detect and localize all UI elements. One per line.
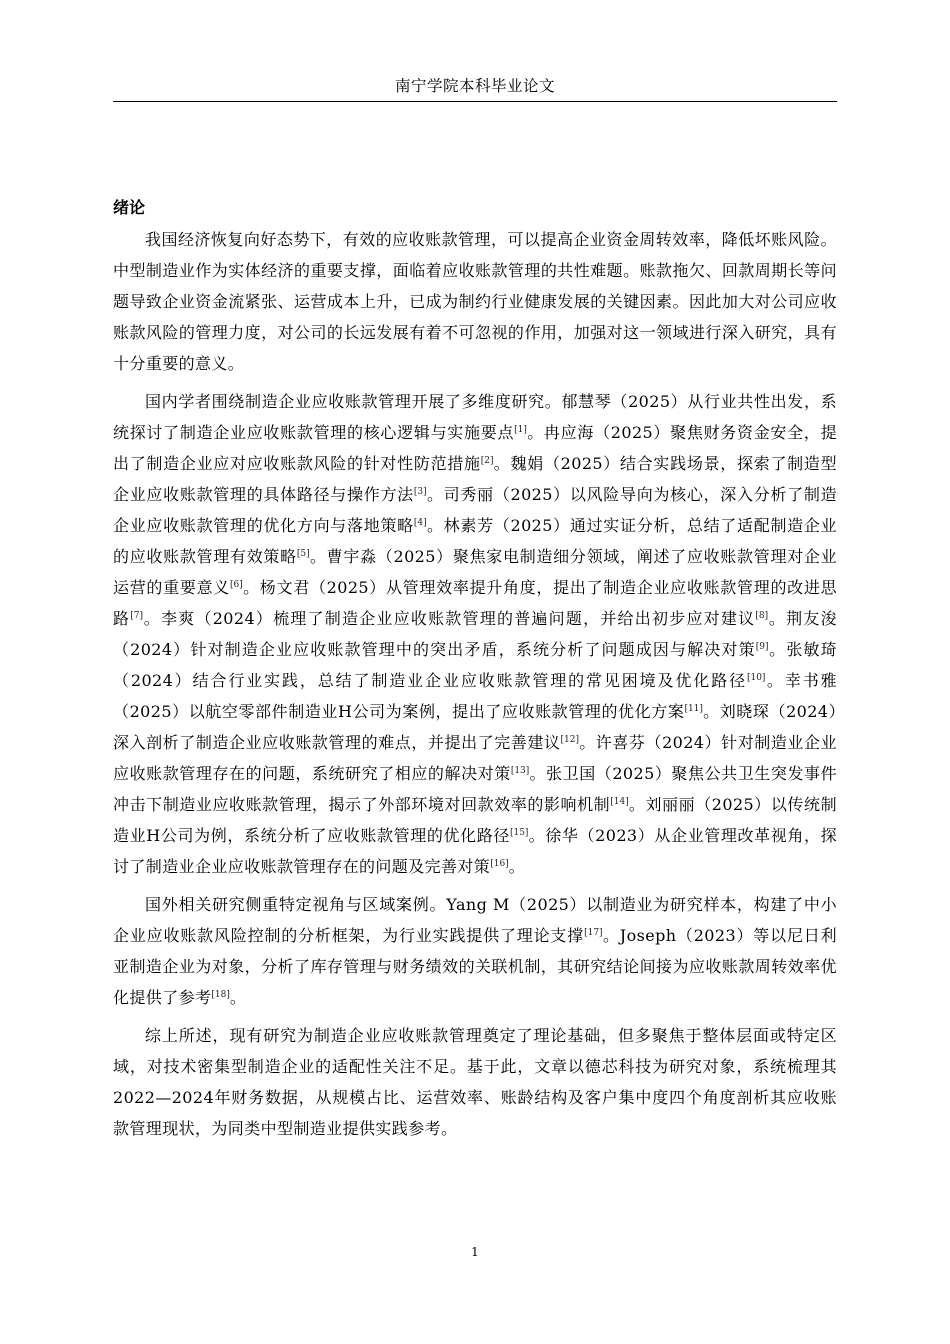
citation-ref: [3] (413, 487, 427, 497)
citation-ref: [15] (509, 828, 529, 838)
paragraph-text: 。 (229, 988, 247, 1007)
paragraph-text: 国外相关研究侧重特定视角与区域案例。Yang M（2025）以制造业为研究样本，构建了中小企业应收账款风险控制的分析框架，为行业实践提供了理论支撑 (113, 895, 837, 945)
paragraph-text: 我国经济恢复向好态势下，有效的应收账款管理，可以提高企业资金周转效率，降低坏账风险。中型制造业作为实体经济的重要支撑，面临着应收账款管理的共性难题。账款拖欠、回款周期长等问题导致企业资金流紧张、运营成本上升，已成为制约行业健康发展的关键因素。因此加大对公司应收账款风险的管理力度，对公司的长远发展有着不可忽视的作用，加强对这一领域进行深入研究，具有十分重要的意义。 (113, 230, 837, 373)
citation-ref: [13] (510, 766, 530, 776)
paragraph-text: 。Joseph（2023）等以尼日利亚制造企业为对象，分析了库存管理与财务绩效的关联机制，其研究结论间接为应收账款周转效率优化提供了参考 (113, 926, 837, 1007)
paragraph-text: 。李爽（2024）梳理了制造企业应收账款管理的普遍问题，并给出初步应对建议 (142, 609, 756, 628)
citation-ref: [12] (560, 735, 580, 745)
citation-ref: [8] (755, 611, 769, 621)
paragraph-text: 。张卫国（2025）聚焦公共卫生突发事件冲击下制造业应收账款管理，揭示了外部环境对回款效率的影响机制 (113, 764, 837, 814)
citation-ref: [2] (480, 456, 494, 466)
paragraph-text: 国内学者围绕制造企业应收账款管理开展了多维度研究。郁慧琴（2025）从行业共性出发，系统探讨了制造企业应收账款管理的核心逻辑与实施要点 (113, 392, 837, 442)
paragraph-text: 。 (508, 857, 526, 876)
paragraph-text: 。刘晓琛（2024）深入剖析了制造企业应收账款管理的难点，并提出了完善建议 (113, 702, 837, 752)
paragraph-text: 。张敏琦（2024）结合行业实践，总结了制造业企业应收账款管理的常见困境及优化路径 (113, 640, 837, 690)
paragraph-text: 。刘丽丽（2025）以传统制造业H公司为例，系统分析了应收账款管理的优化路径 (113, 795, 837, 845)
paragraph-text: 。冉应海（2025）聚焦财务资金安全，提出了制造企业应对应收账款风险的针对性防范措施 (113, 423, 837, 473)
paragraph (113, 386, 837, 882)
citation-ref: [14] (610, 797, 629, 807)
paragraph-text: 综上所述，现有研究为制造企业应收账款管理奠定了理论基础，但多聚焦于整体层面或特定区域，对技术密集型制造企业的适配性关注不足。基于此，文章以德芯科技为研究对象，系统梳理其2022—2024年财务数据，从规模占比、运营效率、账龄结构及客户集中度四个角度剖析其应收账款管理现状，为同类中型制造业提供实践参考。 (113, 1026, 837, 1138)
paragraph-text: 。杨文君（2025）从管理效率提升角度，提出了制造企业应收账款管理的改进思路 (113, 578, 837, 628)
section-heading: 绪论 (113, 198, 146, 217)
paragraph-text: 。徐华（2023）从企业管理改革视角，探讨了制造业企业应收账款管理存在的问题及完善对策 (113, 826, 837, 876)
paragraph (113, 889, 837, 1013)
citation-ref: [11] (684, 704, 703, 714)
citation-ref: [4] (413, 518, 427, 528)
paragraph (113, 1020, 837, 1144)
citation-ref: [7] (130, 611, 143, 621)
paragraph-text: 。幸书雅（2025）以航空零部件制造业H公司为案例，提出了应收账款管理的优化方案 (113, 671, 837, 721)
citation-ref: [17] (584, 928, 603, 938)
page-number: 1 (471, 1245, 479, 1259)
paragraph-text: 。司秀丽（2025）以风险导向为核心，深入分析了制造企业应收账款管理的优化方向与落地策略 (113, 485, 837, 535)
paragraph-text: 。魏娟（2025）结合实践场景，探索了制造型企业应收账款管理的具体路径与操作方法 (113, 454, 837, 504)
citation-ref: [1] (514, 425, 527, 435)
citation-ref: [16] (490, 859, 509, 869)
paragraph-text: 。许喜芬（2024）针对制造业企业应收账款管理存在的问题，系统研究了相应的解决对策 (113, 733, 837, 783)
paragraph-text: 。曹宇淼（2025）聚焦家电制造细分领域，阐述了应收账款管理对企业运营的重要意义 (113, 547, 837, 597)
paragraph (113, 224, 837, 379)
citation-ref: [9] (755, 642, 769, 652)
citation-ref: [10] (746, 673, 766, 683)
citation-ref: [6] (230, 580, 243, 590)
header-rule (113, 101, 837, 102)
citation-ref: [5] (296, 549, 310, 559)
running-header: 南宁学院本科毕业论文 (394, 77, 555, 95)
citation-ref: [18] (211, 990, 230, 1000)
body-text (113, 224, 837, 1151)
paragraph-text: 。荆友浚（2024）针对制造企业应收账款管理中的突出矛盾，系统分析了问题成因与解决对策 (113, 609, 837, 659)
paragraph-text: 。林素芳（2025）通过实证分析，总结了适配制造企业的应收账款管理有效策略 (113, 516, 837, 566)
